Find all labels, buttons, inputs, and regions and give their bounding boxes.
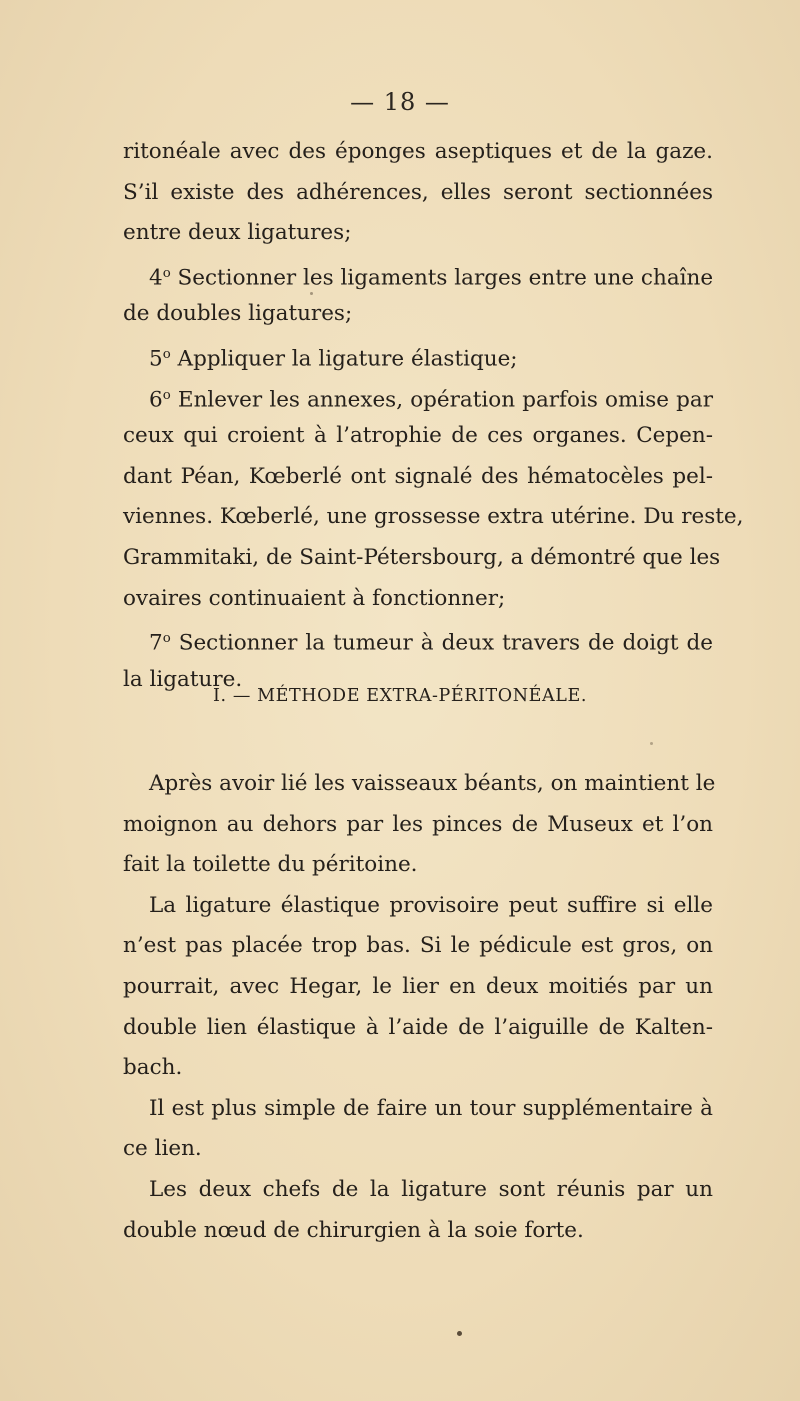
text-line: ceux qui croient à l’atrophie de ces organes. Cepen-: [123, 423, 713, 449]
text-line: fait la toilette du péritoine.: [123, 852, 418, 878]
line-text: Appliquer la ligature élastique;: [170, 346, 518, 372]
text-line: de doubles ligatures;: [123, 301, 353, 327]
text-line: moignon au dehors par les pinces de Museux et l’on: [123, 811, 713, 837]
ordinal-suffix: o: [162, 631, 171, 647]
text-line: double nœud de chirurgien à la soie forte.: [123, 1217, 584, 1243]
page-number: — 18 —: [350, 88, 450, 116]
text-line: la ligature.: [123, 666, 243, 692]
text-block-top: [123, 132, 744, 700]
list-marker: 4: [149, 265, 163, 291]
section-heading: I. — MÉTHODE EXTRA-PÉRITONÉALE.: [212, 686, 588, 706]
list-marker: 5: [149, 346, 163, 372]
list-marker: 7: [149, 630, 163, 656]
text-line: S’il existe des adhérences, elles seront sectionnées: [123, 179, 713, 205]
text-line: pourrait, avec Hegar, le lier en deux moitiés par un: [123, 973, 713, 999]
text-line: [123, 335, 713, 376]
text-line: ce lien.: [123, 1136, 202, 1162]
text-line: [123, 254, 713, 295]
text-line: Les deux chefs de la ligature sont réunis par un: [149, 1176, 713, 1202]
text-line: viennes. Kœberlé, une grossesse extra utérine. Du reste,: [123, 504, 744, 530]
text-line: dant Péan, Kœberlé ont signalé des hématocèles pel-: [123, 463, 713, 489]
ink-speck: [650, 742, 653, 745]
text-line: n’est pas placée trop bas. Si le pédicule est gros, on: [123, 933, 713, 959]
line-text: Sectionner les ligaments larges entre une chaîne: [170, 265, 714, 291]
text-line: La ligature élastique provisoire peut suffire si elle: [149, 892, 713, 918]
text-line: entre deux ligatures;: [123, 220, 352, 246]
ordinal-suffix: o: [162, 265, 171, 281]
list-marker: 6: [149, 386, 163, 412]
text-line: [123, 619, 713, 660]
text-line: double lien élastique à l’aide de l’aiguille de Kalten-: [123, 1014, 713, 1040]
ordinal-suffix: o: [162, 387, 171, 403]
text-line: Il est plus simple de faire un tour supplémentaire à: [149, 1095, 713, 1121]
text-line: bach.: [123, 1055, 183, 1081]
text-block-bottom: [123, 764, 716, 1251]
text-line: ritonéale avec des éponges aseptiques et de la gaze.: [123, 139, 713, 164]
ink-speck: [310, 292, 313, 295]
text-line: Après avoir lié les vaisseaux béants, on maintient le: [149, 771, 716, 796]
text-line: Grammitaki, de Saint-Pétersbourg, a démontré que les: [123, 544, 721, 570]
ordinal-suffix: o: [162, 346, 171, 362]
line-text: Enlever les annexes, opération parfois omise par: [170, 386, 713, 412]
line-text: Sectionner la tumeur à deux travers de doigt de: [170, 630, 713, 656]
text-line: ovaires continuaient à fonctionner;: [123, 585, 506, 611]
text-line: [123, 376, 713, 417]
ink-speck: [457, 1331, 462, 1336]
